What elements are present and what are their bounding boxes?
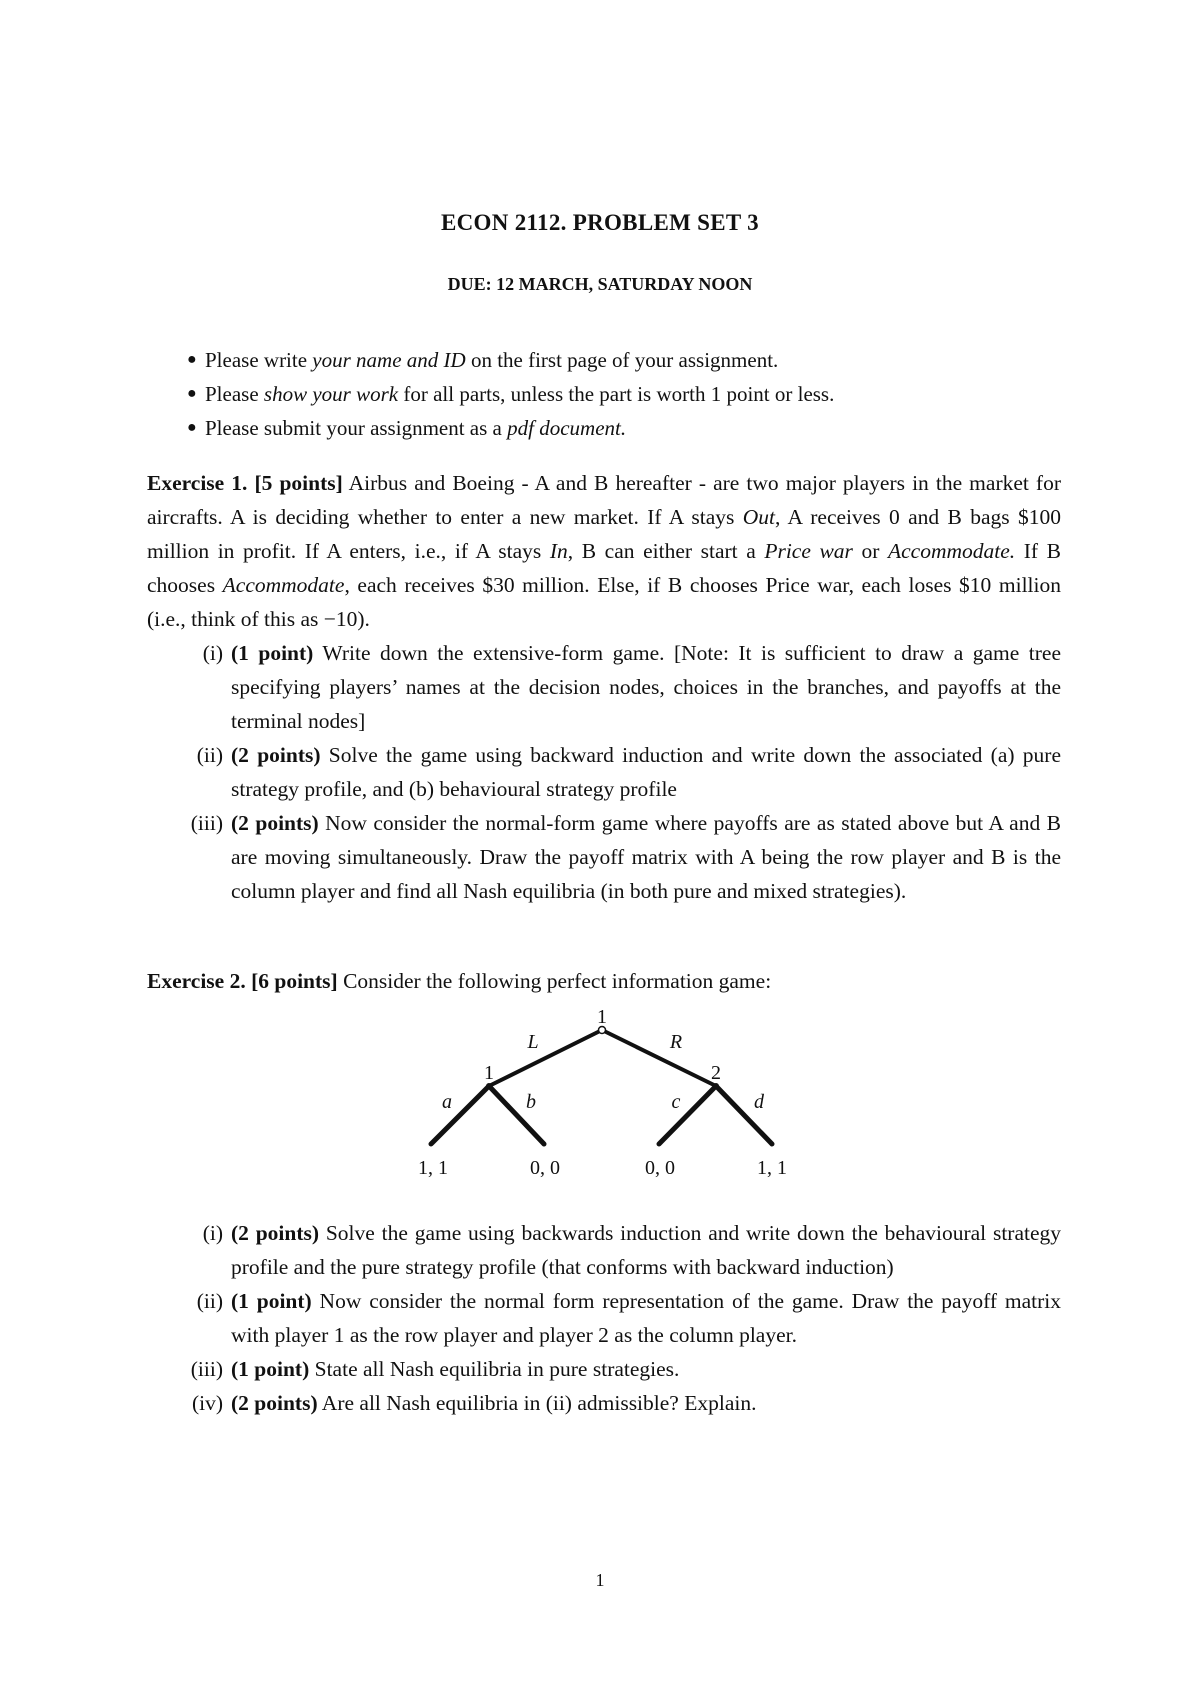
bullet-icon: ● (187, 385, 197, 402)
action-a-label: a (442, 1091, 452, 1113)
right-node-player-label: 2 (711, 1062, 721, 1084)
instruction-item: ● Please show your work for all parts, unless the part is worth 1 point or less. (187, 382, 835, 406)
branch-a (431, 1086, 489, 1144)
action-L-label: L (527, 1031, 539, 1053)
branch-c (659, 1086, 716, 1144)
exercise-2-part: (iv) (2 points) Are all Nash equilibria in (ii) admissible? Explain. (191, 1391, 757, 1415)
exercise-2-statement: Exercise 2. [6 points] Consider the following perfect information game: (147, 969, 772, 993)
action-c-label: c (671, 1091, 681, 1113)
due-date: DUE: 12 MARCH, SATURDAY NOON (447, 274, 753, 294)
exercise-2-part: (iii) (1 point) State all Nash equilibria in pure strategies. (190, 1357, 680, 1381)
action-R-label: R (669, 1031, 683, 1053)
page-title: ECON 2112. PROBLEM SET 3 (441, 210, 759, 235)
exercise-1-part: (i) (1 point) Write down the extensive-form game. [Note: It is sufficient to draw a game tree specifying players’ names at the decision nodes, choices in the branches, and payoffs at the terminal nodes] (202, 641, 1061, 733)
exercise-2-part: (i) (2 points) Solve the game using backwards induction and write down the behavioural strategy profile and the pure strategy profile (that conforms with backward induction) (202, 1221, 1062, 1279)
payoff-label: 0, 0 (530, 1157, 560, 1179)
instructions-list (187, 348, 835, 450)
payoff-label: 1, 1 (757, 1157, 787, 1179)
left-node-player-label: 1 (484, 1062, 494, 1084)
branch-R (602, 1030, 716, 1086)
instruction-item: ● Please submit your assignment as a pdf document. (187, 416, 627, 440)
action-d-label: d (754, 1091, 764, 1113)
game-tree-diagram (0, 1000, 1200, 1200)
bullet-icon: ● (187, 351, 197, 368)
exercise-1-statement: Exercise 1. [5 points] Airbus and Boeing - A and B hereafter - are two major players in the market for aircrafts. A is deciding whether to enter a new market. If A stays Out, A receives 0 and B bags $100 million in profit. If A enters, i.e., if A stays In, B can either start a Price war or Accommodate. If B chooses Accommodate, each receives $30 million. Else, if B chooses Price war, each loses $10 million (i.e., think of this as −10). (147, 471, 1062, 631)
payoff-label: 1, 1 (418, 1157, 448, 1179)
action-b-label: b (526, 1091, 536, 1113)
exercise-1-part: (ii) (2 points) Solve the game using backward induction and write down the associated (a) pure strategy profile, and (b) behavioural strategy profile (196, 743, 1062, 801)
exercise-2-parts (147, 1216, 1061, 1420)
instruction-item: ● Please write your name and ID on the first page of your assignment. (187, 348, 779, 372)
branch-L (489, 1030, 602, 1086)
root-player-label: 1 (597, 1006, 607, 1028)
page-number: 1 (595, 1570, 605, 1590)
exercise-1-part: (iii) (2 points) Now consider the normal-form game where payoffs are as stated above but A and B are moving simultaneously. Draw the payoff matrix with A being the row player and B is the column player and find all Nash equilibria (in both pure and mixed strategies). (190, 811, 1062, 903)
bullet-icon: ● (187, 419, 197, 436)
exercise-2-part: (ii) (1 point) Now consider the normal form representation of the game. Draw the payoff matrix with player 1 as the row player and player 2 as the column player. (196, 1289, 1061, 1347)
exercise-1-parts (147, 636, 1061, 908)
payoff-label: 0, 0 (645, 1157, 675, 1179)
